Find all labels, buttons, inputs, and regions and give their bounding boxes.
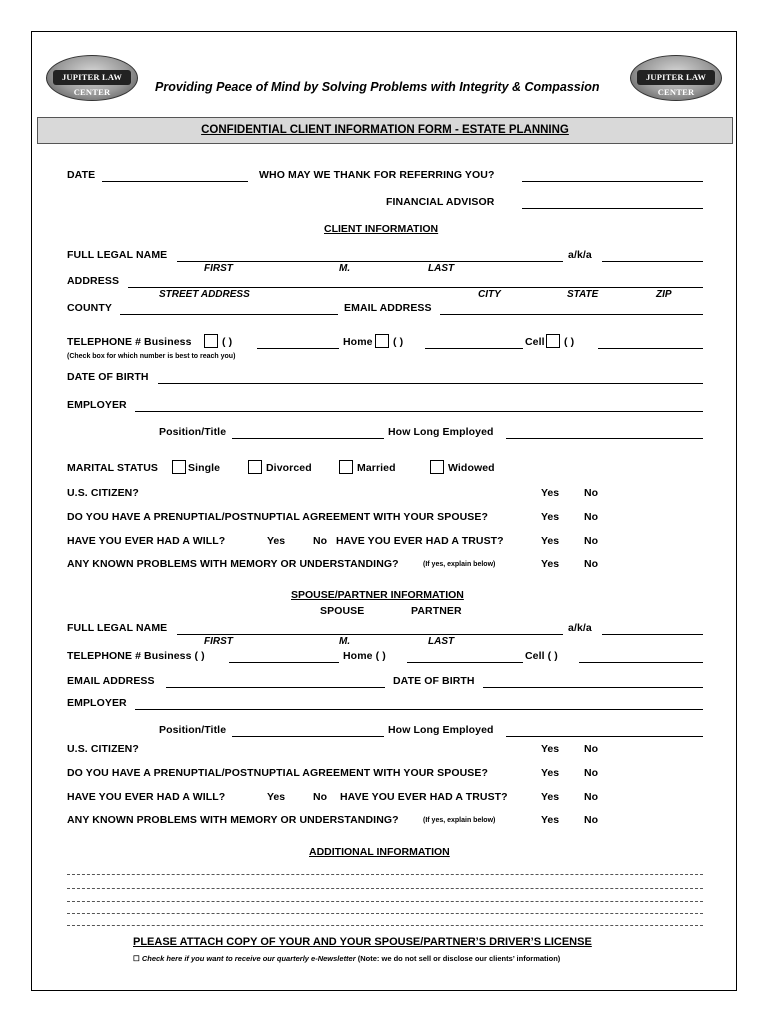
first-name-caption: FIRST <box>204 263 233 274</box>
memory-note: (If yes, explain below) <box>423 561 496 568</box>
additional-info-line-3[interactable] <box>67 901 703 902</box>
position-title-label: Position/Title <box>159 426 227 438</box>
tagline: Providing Peace of Mind by Solving Problems with Integrity & Compassion <box>155 80 600 94</box>
spouse-employer-label: EMPLOYER <box>67 697 127 709</box>
memory-yes[interactable]: Yes <box>541 558 560 570</box>
marital-divorced-label: Divorced <box>266 462 312 474</box>
will-yes[interactable]: Yes <box>267 535 286 547</box>
spouse-position-field[interactable] <box>232 736 384 737</box>
how-long-field[interactable] <box>506 438 703 439</box>
additional-info-heading: ADDITIONAL INFORMATION <box>309 846 450 858</box>
memory-no[interactable]: No <box>584 558 598 570</box>
newsletter-text: Check here if you want to receive our quarterly e-Newsletter <box>141 954 356 963</box>
form-title-banner <box>37 117 733 144</box>
home-phone-field[interactable] <box>425 348 523 349</box>
aka-field[interactable] <box>602 261 703 262</box>
zip-caption: ZIP <box>656 289 672 300</box>
cell-phone-field[interactable] <box>598 348 703 349</box>
spouse-full-name-label: FULL LEGAL NAME <box>67 622 168 634</box>
how-long-label: How Long Employed <box>388 426 494 438</box>
additional-info-line-1[interactable] <box>67 874 703 875</box>
county-field[interactable] <box>120 314 338 315</box>
spouse-memory-note: (If yes, explain below) <box>423 817 496 824</box>
form-title: CONFIDENTIAL CLIENT INFORMATION FORM - ESTATE PLANNING <box>201 124 569 136</box>
middle-name-caption: M. <box>339 263 351 274</box>
street-caption: STREET ADDRESS <box>159 289 250 300</box>
marital-single-label: Single <box>188 462 221 474</box>
marital-widowed-checkbox[interactable] <box>430 460 444 474</box>
spouse-will-no[interactable]: No <box>313 791 327 803</box>
form-page <box>31 31 737 991</box>
newsletter-checkbox[interactable]: ☐ <box>133 954 140 963</box>
cell-best-checkbox[interactable] <box>546 334 560 348</box>
will-no[interactable]: No <box>313 535 327 547</box>
spouse-home-phone-field[interactable] <box>407 662 523 663</box>
spouse-prenup-question: DO YOU HAVE A PRENUPTIAL/POSTNUPTIAL AGREEMENT WITH YOUR SPOUSE? <box>67 767 488 779</box>
spouse-prenup-no[interactable]: No <box>584 767 598 779</box>
marital-married-checkbox[interactable] <box>339 460 353 474</box>
business-paren: ( ) <box>222 336 233 348</box>
spouse-how-long-label: How Long Employed <box>388 724 494 736</box>
drivers-license-note: PLEASE ATTACH COPY OF YOUR AND YOUR SPOUSE/PARTNER’S DRIVER’S LICENSE <box>133 936 592 948</box>
address-label: ADDRESS <box>67 275 120 287</box>
home-best-checkbox[interactable] <box>375 334 389 348</box>
business-best-checkbox[interactable] <box>204 334 218 348</box>
referrer-label: WHO MAY WE THANK FOR REFERRING YOU? <box>259 169 495 181</box>
spouse-info-heading: SPOUSE/PARTNER INFORMATION <box>291 589 464 601</box>
trust-question: HAVE YOU EVER HAD A TRUST? <box>336 535 504 547</box>
spouse-last-caption: LAST <box>428 636 455 647</box>
partner-option[interactable]: PARTNER <box>411 605 462 617</box>
law-center-logo-left <box>46 55 138 101</box>
spouse-employer-field[interactable] <box>135 709 703 710</box>
prenup-question: DO YOU HAVE A PRENUPTIAL/POSTNUPTIAL AGREEMENT WITH YOUR SPOUSE? <box>67 511 488 523</box>
date-field[interactable] <box>102 181 248 182</box>
citizen-question: U.S. CITIZEN? <box>67 487 139 499</box>
spouse-memory-no[interactable]: No <box>584 814 598 826</box>
email-label: EMAIL ADDRESS <box>344 302 432 314</box>
aka-label: a/k/a <box>568 249 592 261</box>
spouse-cell-phone-field[interactable] <box>579 662 703 663</box>
spouse-first-caption: FIRST <box>204 636 233 647</box>
city-caption: CITY <box>478 289 501 300</box>
dob-label: DATE OF BIRTH <box>67 371 149 383</box>
spouse-home-label: Home ( ) <box>343 650 386 662</box>
spouse-middle-caption: M. <box>339 636 351 647</box>
spouse-email-label: EMAIL ADDRESS <box>67 675 155 687</box>
will-question: HAVE YOU EVER HAD A WILL? <box>67 535 226 547</box>
last-name-caption: LAST <box>428 263 455 274</box>
memory-question: ANY KNOWN PROBLEMS WITH MEMORY OR UNDERSTANDING? <box>67 558 399 570</box>
trust-yes[interactable]: Yes <box>541 535 560 547</box>
full-name-label: FULL LEGAL NAME <box>67 249 168 261</box>
spouse-memory-question: ANY KNOWN PROBLEMS WITH MEMORY OR UNDERSTANDING? <box>67 814 399 826</box>
marital-divorced-checkbox[interactable] <box>248 460 262 474</box>
logo-text: JUPITER LAW CENTER <box>53 70 131 85</box>
spouse-trust-question: HAVE YOU EVER HAD A TRUST? <box>340 791 508 803</box>
spouse-dob-label: DATE OF BIRTH <box>393 675 475 687</box>
spouse-memory-yes[interactable]: Yes <box>541 814 560 826</box>
trust-no[interactable]: No <box>584 535 598 547</box>
date-label: DATE <box>67 169 96 181</box>
marital-single-checkbox[interactable] <box>172 460 186 474</box>
law-center-logo-right <box>630 55 722 101</box>
logo-text: JUPITER LAW CENTER <box>637 70 715 85</box>
spouse-trust-no[interactable]: No <box>584 791 598 803</box>
referrer-field[interactable] <box>522 181 703 182</box>
financial-advisor-field[interactable] <box>522 208 703 209</box>
marital-widowed-label: Widowed <box>448 462 495 474</box>
prenup-no[interactable]: No <box>584 511 598 523</box>
privacy-note: (Note: we do not sell or disclose our clients’ information) <box>357 954 561 963</box>
spouse-option[interactable]: SPOUSE <box>320 605 365 617</box>
telephone-business-label: TELEPHONE # Business <box>67 336 192 348</box>
spouse-how-long-field[interactable] <box>506 736 703 737</box>
spouse-dob-field[interactable] <box>483 687 703 688</box>
home-label: Home <box>343 336 373 348</box>
spouse-citizen-yes[interactable]: Yes <box>541 743 560 755</box>
email-field[interactable] <box>440 314 703 315</box>
position-title-field[interactable] <box>232 438 384 439</box>
county-label: COUNTY <box>67 302 112 314</box>
spouse-citizen-question: U.S. CITIZEN? <box>67 743 139 755</box>
employer-field[interactable] <box>135 411 703 412</box>
spouse-prenup-yes[interactable]: Yes <box>541 767 560 779</box>
marital-status-label: MARITAL STATUS <box>67 462 159 474</box>
spouse-full-name-field[interactable] <box>177 634 563 635</box>
spouse-cell-label: Cell ( ) <box>525 650 558 662</box>
spouse-citizen-no[interactable]: No <box>584 743 598 755</box>
newsletter-row <box>133 954 560 963</box>
spouse-will-question: HAVE YOU EVER HAD A WILL? <box>67 791 226 803</box>
spouse-trust-yes[interactable]: Yes <box>541 791 560 803</box>
state-caption: STATE <box>567 289 599 300</box>
spouse-email-field[interactable] <box>166 687 385 688</box>
marital-married-label: Married <box>357 462 396 474</box>
spouse-business-phone-field[interactable] <box>229 662 339 663</box>
spouse-aka-label: a/k/a <box>568 622 592 634</box>
full-name-field[interactable] <box>177 261 563 262</box>
address-field[interactable] <box>128 287 703 288</box>
cell-label: Cell <box>525 336 545 348</box>
dob-field[interactable] <box>158 383 703 384</box>
spouse-aka-field[interactable] <box>602 634 703 635</box>
spouse-will-yes[interactable]: Yes <box>267 791 286 803</box>
check-box-note: (Check box for which number is best to reach you) <box>67 353 236 360</box>
additional-info-line-2[interactable] <box>67 888 703 889</box>
spouse-position-label: Position/Title <box>159 724 227 736</box>
business-phone-field[interactable] <box>257 348 339 349</box>
employer-label: EMPLOYER <box>67 399 127 411</box>
home-paren: ( ) <box>393 336 404 348</box>
client-info-heading: CLIENT INFORMATION <box>324 223 439 235</box>
additional-info-line-4[interactable] <box>67 913 703 914</box>
citizen-no[interactable]: No <box>584 487 598 499</box>
additional-info-line-5[interactable] <box>67 925 703 926</box>
cell-paren: ( ) <box>564 336 575 348</box>
prenup-yes[interactable]: Yes <box>541 511 560 523</box>
spouse-telephone-label: TELEPHONE # Business ( ) <box>67 650 205 662</box>
citizen-yes[interactable]: Yes <box>541 487 560 499</box>
financial-advisor-label: FINANCIAL ADVISOR <box>386 196 495 208</box>
